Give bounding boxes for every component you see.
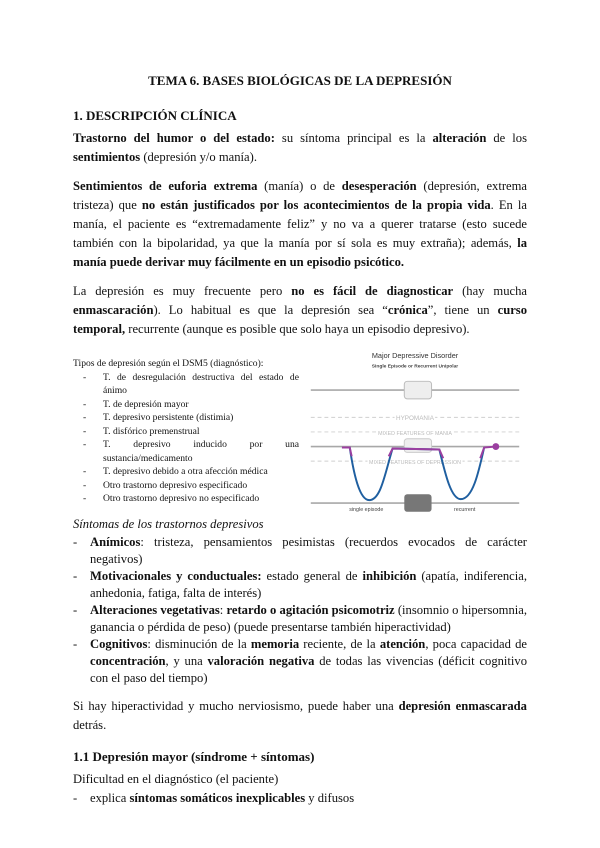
text-run: (hay mucha [453,284,528,298]
hypomania-label: HYPOMANIA [396,415,434,423]
list-item-text: T. de desregulación destructiva del estado de ánimo [103,371,299,396]
bullet-dash: - [83,466,87,477]
list-item-text: Otro trastorno depresivo especificado [103,479,248,491]
text-run: (apatía, indiferencia, anhedonia, fatiga, falta de interés) [90,569,527,600]
bullet-dash: - [83,425,87,437]
bold-text: Anímicos [90,535,141,549]
paragraph-euforia [73,177,527,272]
bold-text: desesperación [341,179,417,193]
depression-icon [404,494,431,512]
subsection-heading: 1.1 Depresión mayor (síndrome + síntomas) [73,749,315,764]
text-run: : [219,603,227,617]
mood-endpoint [492,443,499,450]
bullet-dash: - [73,569,78,583]
bullet-dash: - [73,791,78,805]
list-item [73,568,527,602]
text-run: recurrente (aunque es posible que solo haya un episodio depresivo). [125,322,470,336]
list-item [73,411,299,425]
text-run: , poca capacidad de [425,637,527,651]
list-item [73,398,299,412]
document-page [73,71,527,808]
bullet-dash: - [73,637,78,651]
bold-text: atención [379,637,426,651]
list-item [73,534,527,568]
paragraph-masked [73,697,527,735]
list-item-text [90,534,527,568]
list-item-text [90,789,527,808]
bold-text: curso temporal, [73,303,527,336]
bold-text: inhibición [362,569,417,583]
bullet-dash: - [83,412,87,423]
bullet-dash: - [83,439,87,450]
subsection-intro: Dificultad en el diagnóstico (el paciente) [73,772,279,786]
bold-text: depresión enmascarada [398,699,527,713]
bold-text: valoración negativa [207,654,315,668]
section-heading: 1. DESCRIPCIÓN CLÍNICA [73,108,237,123]
text-run: su síntoma principal es la [274,131,433,145]
list-item-text: T. depresivo persistente (distimia) [103,412,234,423]
text-run: de todas las vivencias (déficit cognitivo con el paso del tiempo) [90,654,528,685]
bold-text: concentración [90,654,166,668]
dsm5-types-list [73,347,299,506]
depression-curve [342,448,484,501]
bold-text: alteración [432,131,487,145]
text-run: (insomnio o hipersomnia, ganancia o pérdida de peso) (puede presentarse también hiperactividad) [90,603,527,634]
bullet-dash: - [73,535,78,549]
list-item [73,789,527,808]
bold-text: síntomas somáticos inexplicables [129,791,306,805]
euthymia-icon [404,439,431,453]
mania-icon [404,381,431,399]
list-item-text: Otro trastorno depresivo no especificado [103,493,260,504]
list-item [73,438,299,465]
bold-text: retardo o agitación psicomotriz [226,603,395,617]
symptoms-heading: Síntomas de los trastornos depresivos [73,517,264,531]
bullet-dash: - [83,371,87,383]
types-and-diagram-row [73,347,527,513]
bold-text: crónica [387,303,428,317]
bullet-dash: - [83,398,87,410]
bullet-dash: - [73,603,78,617]
text-run: (depresión y/o manía). [140,150,257,164]
bold-text: Cognitivos [90,637,148,651]
types-heading: Tipos de depresión según el DSM5 (diagnóstico): [73,358,264,369]
text-run: ”, tiene un [427,303,498,317]
list-item [73,479,299,493]
list-item [73,425,299,439]
text-run: (manía) o de [257,179,342,193]
list-item-text: T. de depresión mayor [103,398,189,410]
bold-text: Motivacionales y conductuales: [90,569,262,583]
text-run: detrás. [73,718,107,732]
text-run: reciente, de la [299,637,380,651]
recurrent-label: recurrent [453,506,476,513]
subsection-bullets [73,789,527,808]
bold-text: no es fácil de diagnosticar [291,284,454,298]
text-run: ). Lo habitual es que la depresión sea “ [153,303,388,317]
bullet-dash: - [83,493,87,504]
diagram-subtitle: Single Episode or Recurrent Unipolar [371,364,459,370]
bold-text: sentimientos [73,150,141,164]
bold-text: Sentimientos de euforia extrema [73,179,258,193]
single-episode-label: single episode [349,506,384,513]
paragraph-diagnostico [73,282,527,339]
text-run: y difusos [305,791,355,805]
bold-text: memoria [250,637,300,651]
list-item-text: T. disfórico premenstrual [103,425,200,437]
bullet-dash: - [83,479,87,491]
bold-text: la manía puede derivar muy fácilmente en un episodio psicótico. [73,236,527,269]
list-item-text: T. depresivo inducido por una sustancia/medicamento [103,439,299,464]
document-title: TEMA 6. BASES BIOLÓGICAS DE LA DEPRESIÓN [148,73,452,88]
text-run: de los [486,131,527,145]
bold-text: Trastorno del humor o del estado: [73,131,275,145]
mixed-depression-label: MIXED FEATURES OF DEPRESSION [369,460,461,467]
text-run: explica [90,791,130,805]
text-run: . En la manía, el paciente es “extremadamente feliz” y no va a querer tratarse (esto sucede también con la bipolaridad, ya que la manía por sí sola es muy extraña); además, [73,198,527,250]
bold-text: enmascaración [73,303,154,317]
list-item-text: T. depresivo debido a otra afección médica [103,466,268,477]
text-run: , y una [165,654,208,668]
list-item-text [90,636,527,687]
list-item [73,636,527,687]
list-item [73,371,299,398]
text-run: (depresión, extrema tristeza) que [73,179,528,212]
list-item-text [90,602,527,636]
diagram-title: Major Depressive Disorder [371,350,459,360]
bold-text: no están justificados por los acontecimientos de la propia vida [141,198,491,212]
text-run: : disminución de la [147,637,251,651]
mixed-mania-label: MIXED FEATURES OF MANIA [378,430,452,437]
symptoms-list [73,534,527,687]
text-run: Si hay hiperactividad y mucho nerviosismo, puede haber una [73,699,399,713]
major-depressive-disorder-diagram [303,347,527,513]
text-run: La depresión es muy frecuente pero [73,284,292,298]
text-run: : tristeza, pensamientos pesimistas (recuerdos evocados de carácter negativos) [90,535,527,566]
list-item [73,465,299,479]
list-item [73,602,527,636]
list-item-text [90,568,527,602]
bold-text: Alteraciones vegetativas [90,603,220,617]
text-run: estado general de [261,569,363,583]
paragraph-humor [73,129,527,167]
list-item [73,492,299,506]
